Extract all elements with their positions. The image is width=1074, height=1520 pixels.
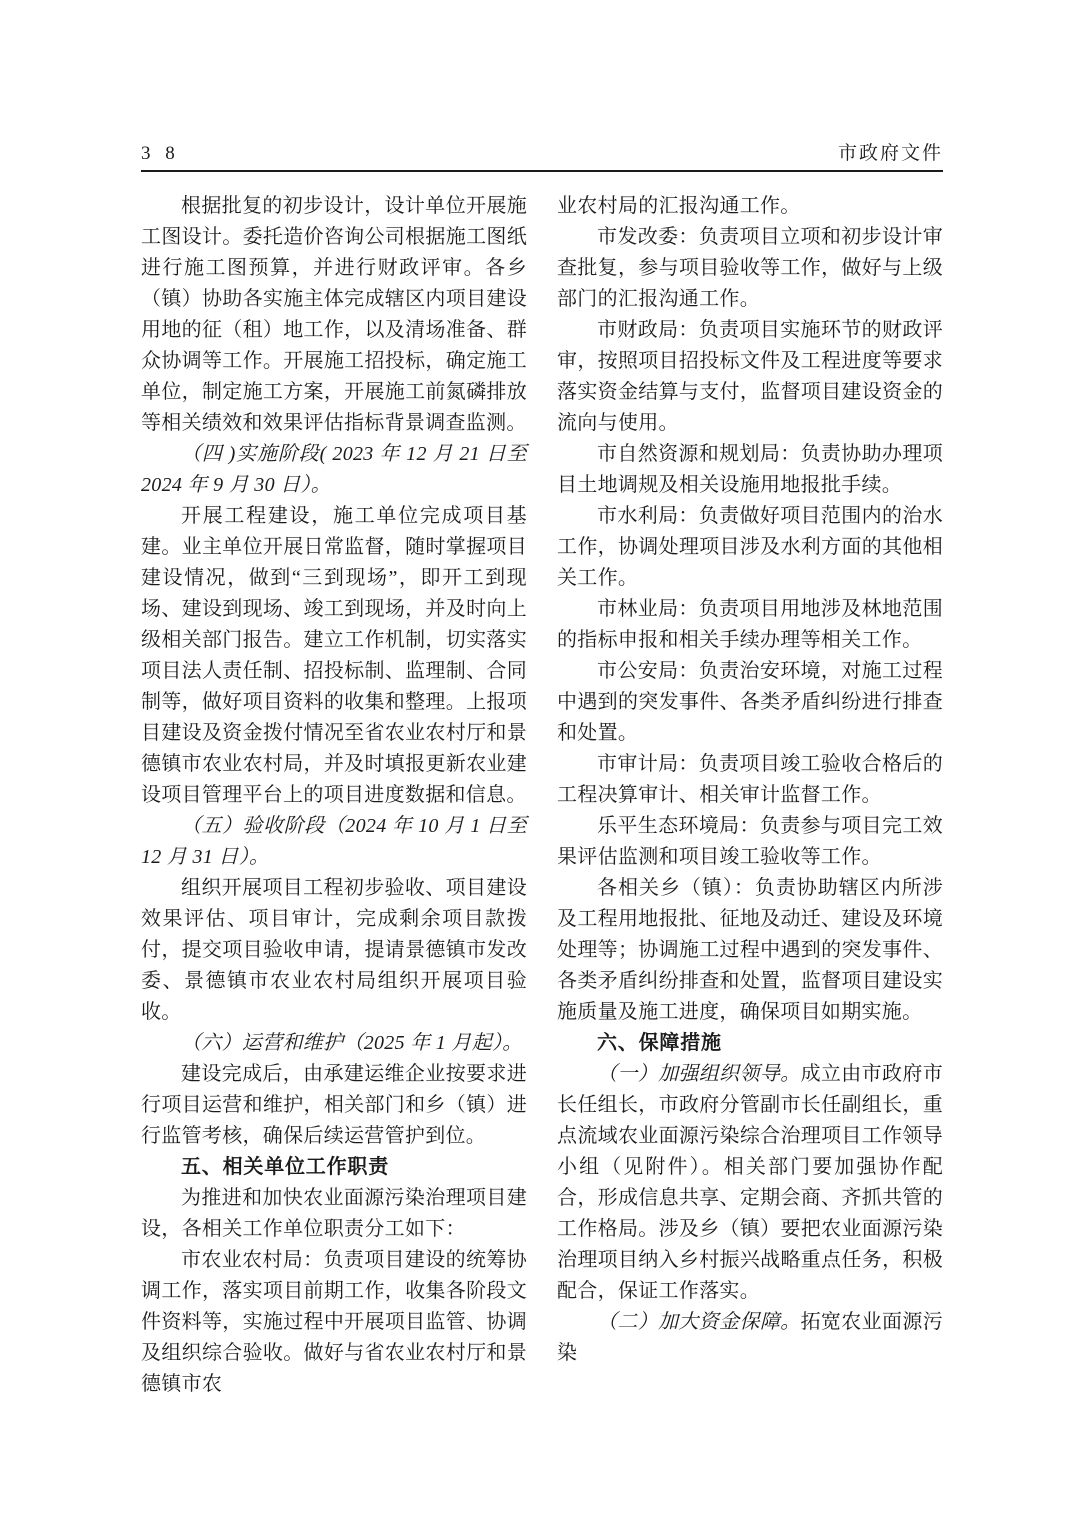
header-label: 市政府文件 [837, 143, 943, 164]
text-run: 建设完成后，由承建运维企业按要求进行项目运营和维护，相关部门和乡（镇）进行监管考核，确保后续运营管护到位。 [141, 1063, 527, 1147]
text-run: 市水利局：负责做好项目范围内的治水工作，协调处理项目涉及水利方面的其他相关工作。 [557, 505, 943, 589]
kaiti-label-text: （六）运营和维护（2025 年 1 月起）。 [181, 1032, 523, 1054]
left-column [141, 191, 527, 1400]
document-body [141, 191, 943, 1400]
text-run: 业农村局的汇报沟通工作。 [557, 195, 801, 217]
paragraph [557, 873, 943, 1028]
paragraph [557, 191, 943, 222]
paragraph [141, 1245, 527, 1400]
text-run: 组织开展项目工程初步验收、项目建设效果评估、项目审计，完成剩余项目款拨付，提交项目验收申请，提请景德镇市发改委、景德镇市农业农村局组织开展项目验收。 [141, 877, 527, 1023]
text-run: 成立由市政府市长任组长，市政府分管副市长任副组长，重点流域农业面源污染综合治理项目工作领导小组（见附件）。相关部门要加强协作配合，形成信息共享、定期会商、齐抓共管的工作格局。涉及乡（镇）要把农业面源污染治理项目纳入乡村振兴战略重点任务，积极配合，保证工作落实。 [557, 1063, 943, 1302]
paragraph [141, 1059, 527, 1152]
section-heading [557, 1028, 943, 1059]
paragraph [557, 222, 943, 315]
text-run: 市林业局：负责项目用地涉及林地范围的指标申报和相关手续办理等相关工作。 [557, 598, 943, 651]
text-run: 开展工程建设，施工单位完成项目基建。业主单位开展日常监督，随时掌握项目建设情况，做到“三到现场”，即开工到现场、建设到现场、竣工到现场，并及时向上级相关部门报告。建立工作机制，切实落实项目法人责任制、招投标制、监理制、合同制等，做好项目资料的收集和整理。上报项目建设及资金拨付情况至省农业农村厅和景德镇市农业农村局，并及时填报更新农业建设项目管理平台上的项目进度数据和信息。 [141, 505, 527, 806]
text-run: 市农业农村局：负责项目建设的统筹协调工作，落实项目前期工作，收集各阶段文件资料等，实施过程中开展项目监管、协调及组织综合验收。做好与省农业农村厅和景德镇市农 [141, 1249, 527, 1395]
kaiti-label-text: （四 )实施阶段( 2023 年 12 月 21 日至 2024 年 9 月 30 日）。 [141, 443, 527, 496]
paragraph [141, 873, 527, 1028]
text-run: 拓宽农业面源污染 [557, 1311, 943, 1364]
paragraph [557, 501, 943, 594]
kaiti-label-text: （五）验收阶段（2024 年 10 月 1 日至 12 月 31 日）。 [141, 815, 527, 868]
section-heading [141, 1152, 527, 1183]
paragraph [557, 594, 943, 656]
text-run: 市发改委：负责项目立项和初步设计审查批复，参与项目验收等工作，做好与上级部门的汇报沟通工作。 [557, 226, 943, 310]
paragraph [557, 811, 943, 873]
text-run: 根据批复的初步设计，设计单位开展施工图设计。委托造价咨询公司根据施工图纸进行施工图预算，并进行财政评审。各乡（镇）协助各实施主体完成辖区内项目建设用地的征（租）地工作，以及清场准备、群众协调等工作。开展施工招投标，确定施工单位，制定施工方案，开展施工前氮磷排放等相关绩效和效果评估指标背景调查监测。 [141, 195, 527, 434]
right-column [557, 191, 943, 1400]
text-run: 乐平生态环境局：负责参与项目完工效果评估监测和项目竣工验收等工作。 [557, 815, 943, 868]
paragraph [557, 439, 943, 501]
paragraph [141, 1028, 527, 1059]
paragraph [141, 191, 527, 439]
paragraph [141, 811, 527, 873]
paragraph [557, 656, 943, 749]
text-run: 各相关乡（镇）：负责协助辖区内所涉及工程用地报批、征地及动迁、建设及环境处理等；协调施工过程中遇到的突发事件、各类矛盾纠纷排查和处置，监督项目建设实施质量及施工进度，确保项目如期实施。 [557, 877, 943, 1023]
paragraph [557, 749, 943, 811]
text-run: 市审计局：负责项目竣工验收合格后的工程决算审计、相关审计监督工作。 [557, 753, 943, 806]
page-header [141, 138, 943, 172]
text-run: 五、相关单位工作职责 [181, 1156, 389, 1178]
paragraph [557, 1059, 943, 1307]
text-run: 市财政局：负责项目实施环节的财政评审，按照项目招投标文件及工程进度等要求落实资金结算与支付，监督项目建设资金的流向与使用。 [557, 319, 943, 434]
kaiti-label-text: （二）加大资金保障。 [597, 1311, 801, 1333]
text-run: 六、保障措施 [597, 1032, 722, 1054]
paragraph [141, 1183, 527, 1245]
paragraph [557, 1307, 943, 1369]
text-run: 为推进和加快农业面源污染治理项目建设，各相关工作单位职责分工如下： [141, 1187, 527, 1240]
paragraph [557, 315, 943, 439]
paragraph [141, 501, 527, 811]
text-run: 市公安局：负责治安环境，对施工过程中遇到的突发事件、各类矛盾纠纷进行排查和处置。 [557, 660, 943, 744]
paragraph [141, 439, 527, 501]
page-number: 3 8 [141, 143, 180, 164]
kaiti-label-text: （一）加强组织领导。 [597, 1063, 801, 1085]
text-run: 市自然资源和规划局：负责协助办理项目土地调规及相关设施用地报批手续。 [557, 443, 943, 496]
